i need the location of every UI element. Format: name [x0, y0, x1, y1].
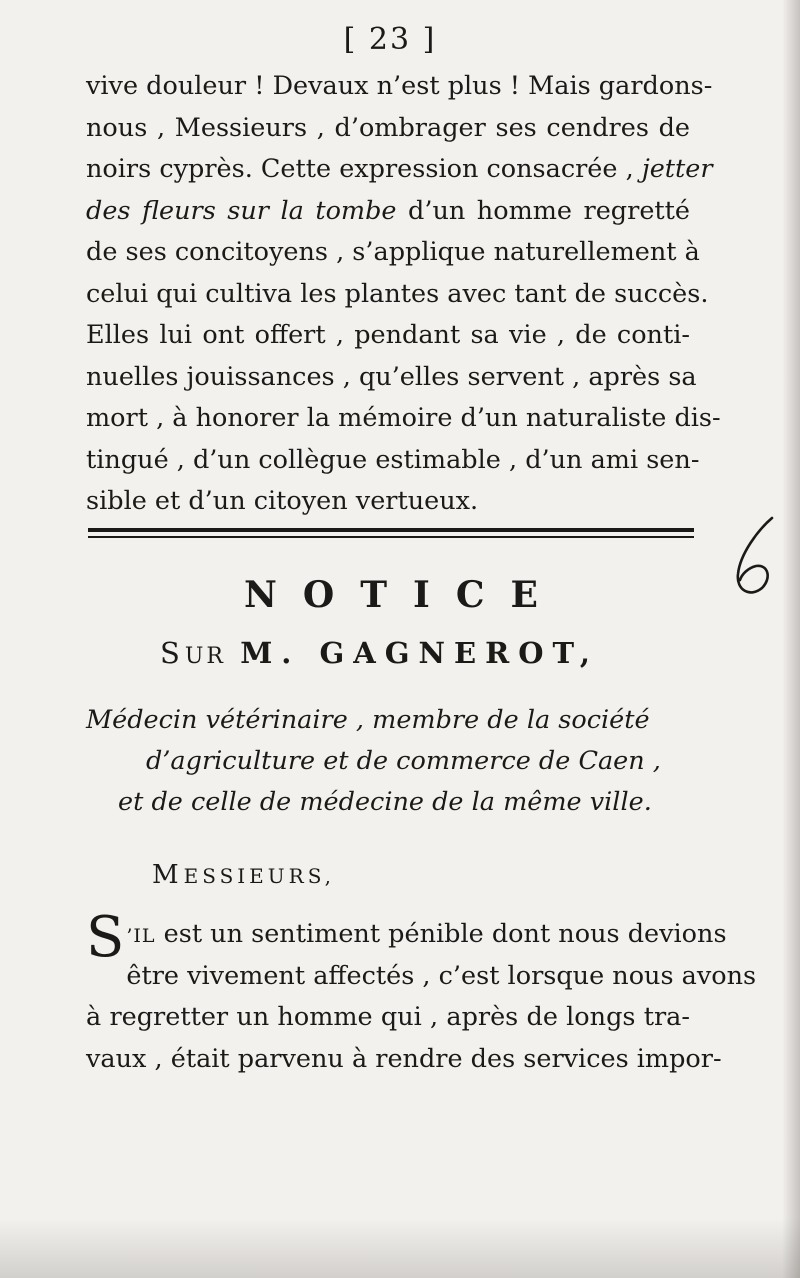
text-line: [86, 191, 690, 233]
drop-cap: S: [86, 905, 125, 970]
notice-title: NOTICE: [244, 574, 564, 616]
text-line: mort , à honorer la mémoire d’un naturaliste dis-: [86, 403, 721, 433]
notice-description: [86, 700, 696, 823]
subject-prefix-initial: S: [160, 636, 185, 670]
text-line: [86, 905, 727, 970]
subject-name: M. GAGNEROT,: [240, 636, 599, 670]
description-line: et de celle de médecine de la même ville.: [118, 787, 652, 817]
description-line: Médecin vétérinaire , membre de la société: [86, 705, 650, 735]
salutation-initial: M: [152, 860, 184, 890]
salutation: [152, 860, 335, 890]
first-word-small-caps: ’IL: [126, 925, 156, 947]
text-line: à regretter un homme qui , après de longs tra-: [86, 1002, 690, 1032]
top-paragraph: [86, 66, 721, 523]
text-line: tingué , d’un collègue estimable , d’un ami sen-: [86, 444, 700, 475]
page-number: [ 23 ]: [343, 22, 437, 57]
text-line: Elles lui ont offert , pendant sa vie , de conti-: [86, 320, 690, 350]
text-line: [86, 149, 713, 191]
description-line: d’agriculture et de commerce de Caen ,: [146, 746, 661, 776]
scan-bottom-shadow: [0, 1218, 800, 1278]
handwritten-margin-annotation: [728, 512, 788, 602]
text-line: de ses concitoyens , s’applique naturellement à: [86, 237, 700, 267]
salutation-rest: ESSIEURS,: [183, 864, 336, 888]
text-line: nous , Messieurs , d’ombrager ses cendres de: [86, 112, 690, 143]
text-line: vaux , était parvenu à rendre des services impor-: [86, 1043, 722, 1074]
text-line: vive douleur ! Devaux n’est plus ! Mais gardons-: [86, 71, 713, 101]
bottom-paragraph: [86, 905, 757, 1080]
section-divider-thin: [88, 536, 694, 538]
italic-fragment: jetter: [641, 154, 713, 184]
text-line: sible et d’un citoyen vertueux.: [86, 486, 479, 516]
scan-edge-shadow: [782, 0, 800, 1278]
text-line: être vivement affectés , c’est lorsque nous avons: [126, 960, 757, 991]
subject-prefix-rest: UR: [184, 644, 226, 669]
section-divider-thick: [88, 528, 694, 532]
text-line: nuelles jouissances , qu’elles servent , après sa: [86, 361, 697, 392]
italic-fragment: des fleurs sur la tombe: [86, 195, 397, 226]
text-line: celui qui cultiva les plantes avec tant de succès.: [86, 278, 709, 309]
text-fragment: est un sentiment pénible dont nous devions: [155, 919, 727, 949]
text-fragment: noirs cyprès. Cette expression consacrée ,: [86, 154, 634, 184]
notice-subject: [160, 636, 640, 670]
text-fragment: d’un homme regretté: [408, 195, 690, 226]
